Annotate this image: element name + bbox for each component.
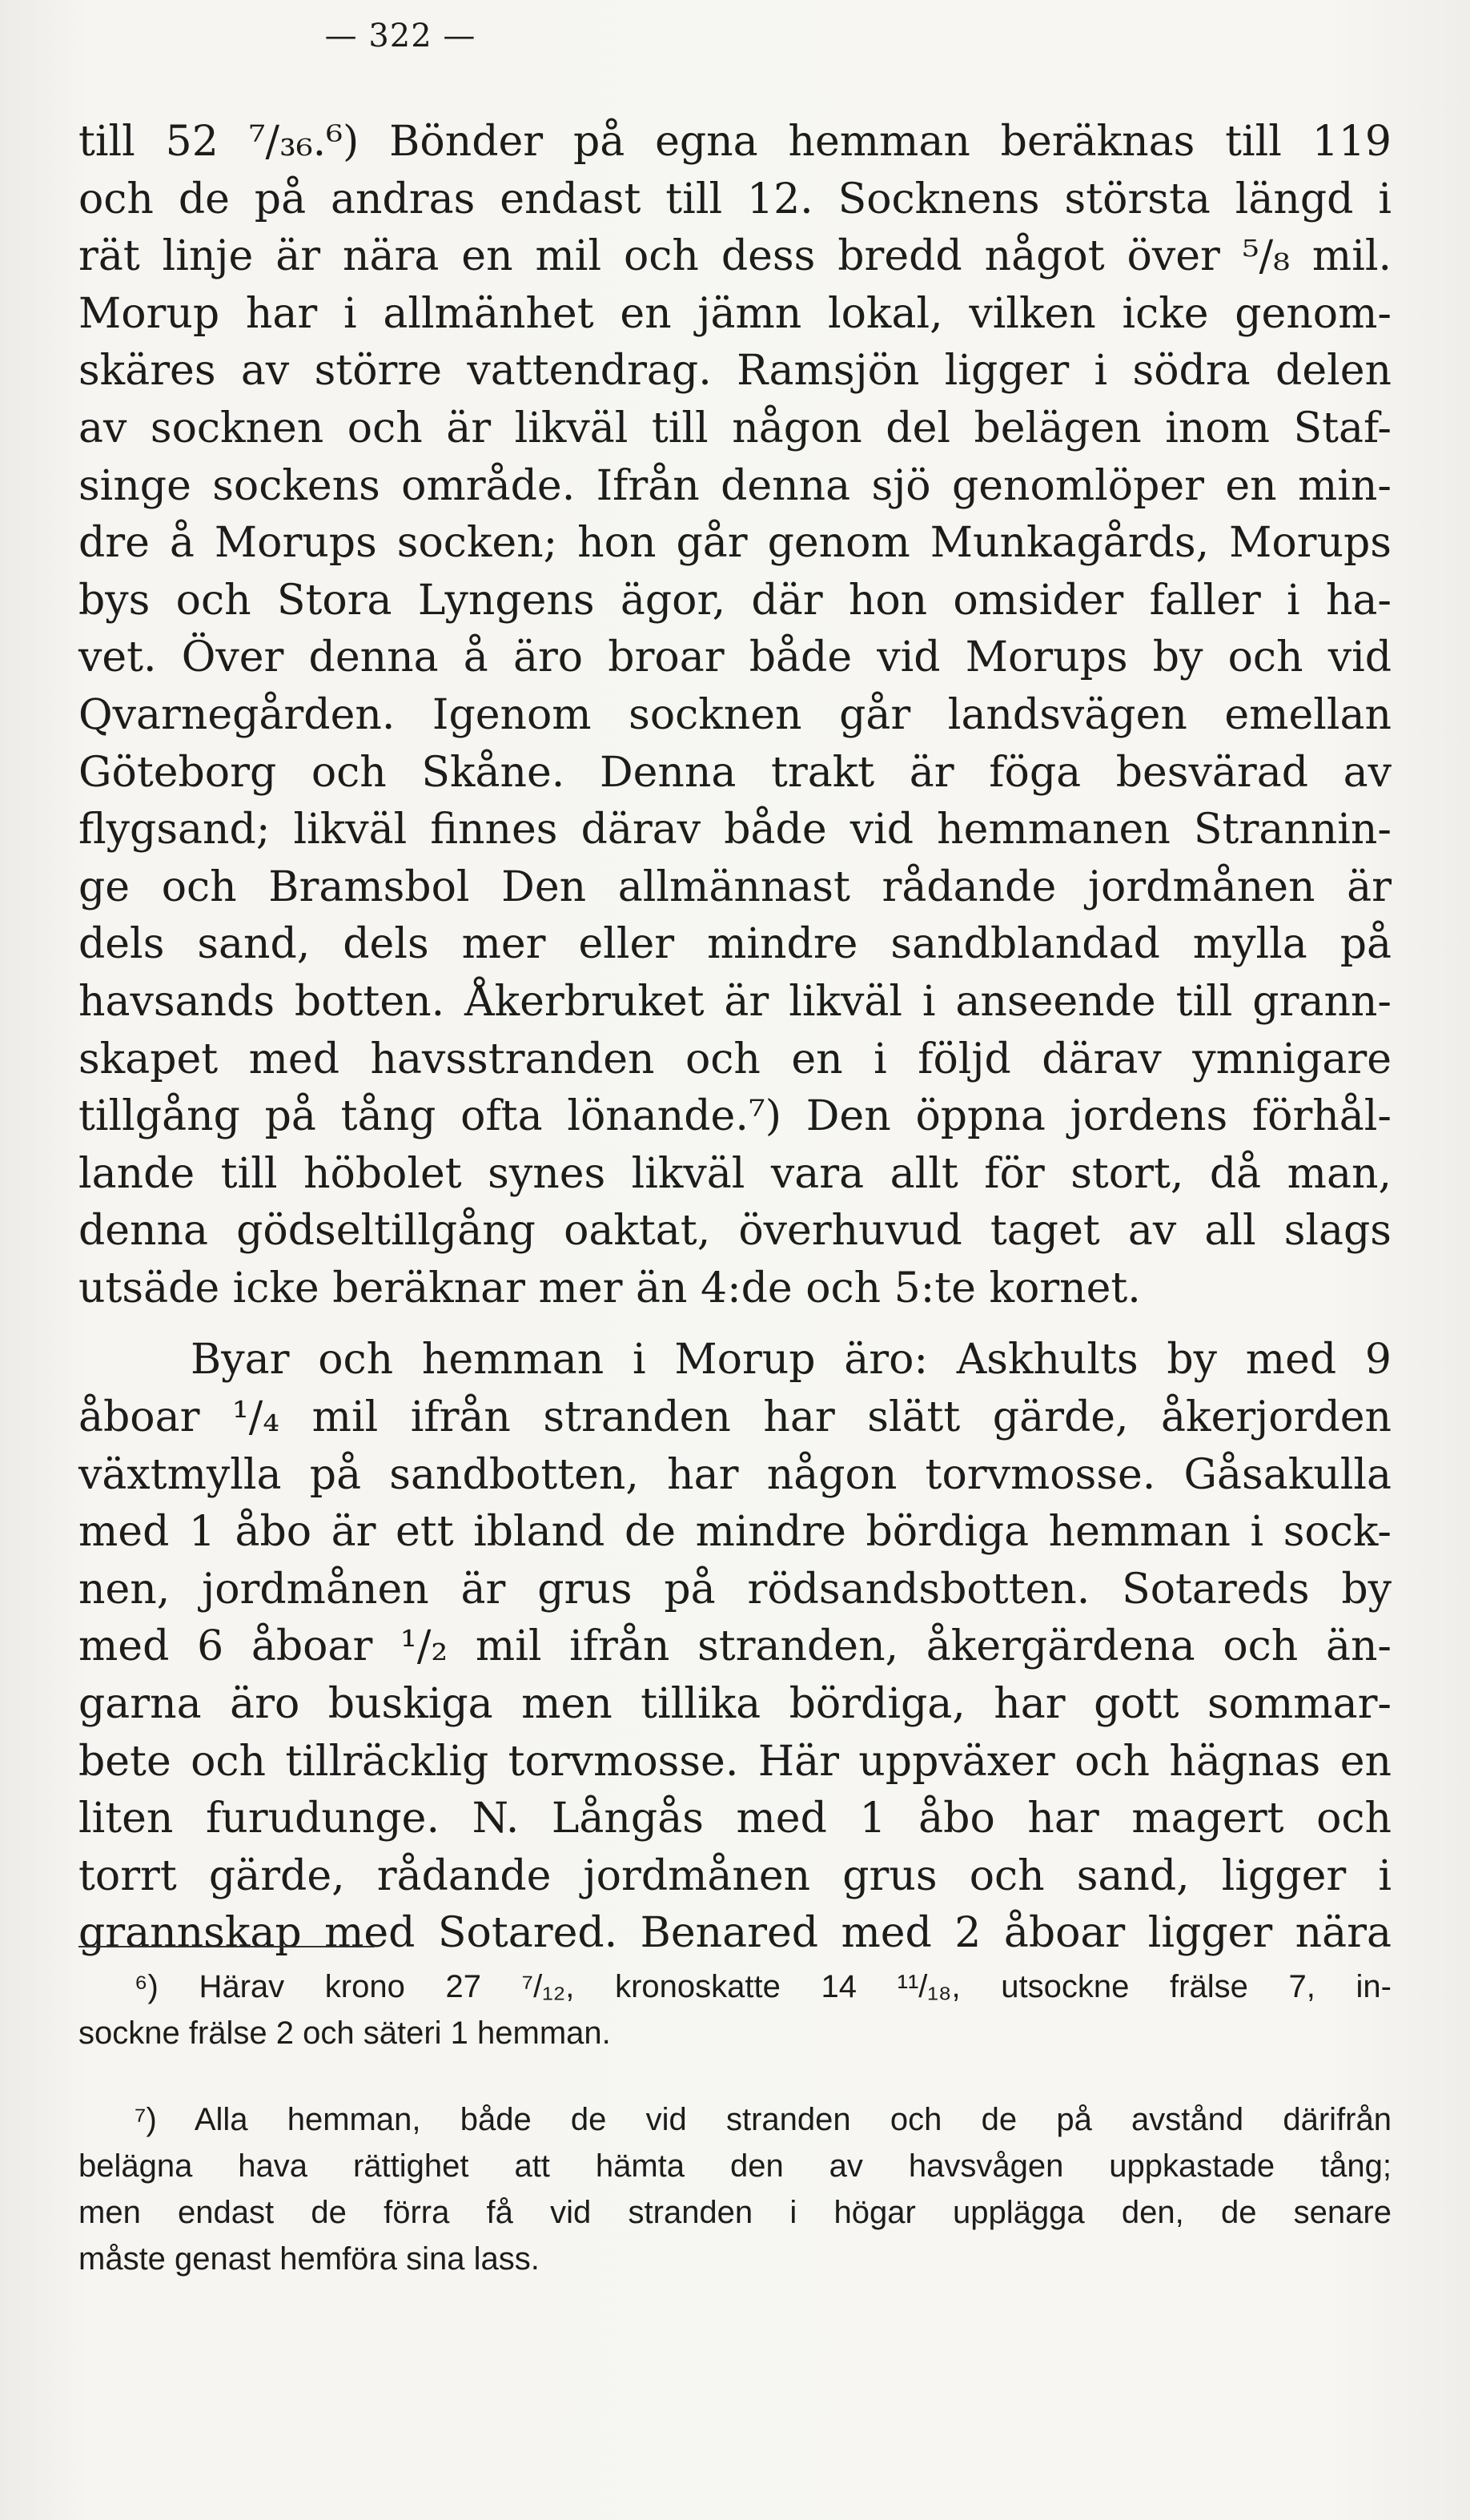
footnote-divider <box>78 1946 375 1947</box>
text-line: till 52 ⁷/₃₆.⁶) Bönder på egna hemman beräknas till 119 <box>78 118 1392 166</box>
text-line: singe sockens område. Ifrån denna sjö genomlöper en min- <box>78 461 1392 510</box>
text-line: Qvarnegården. Igenom socknen går landsvägen emellan <box>78 690 1392 739</box>
text-line: av socknen och är likväl till någon del belägen inom Staf- <box>78 404 1392 452</box>
footnotes <box>78 1963 1392 2282</box>
page-number: — 322 — <box>324 18 476 54</box>
footnote-line: sockne frälse 2 och säteri 1 hemman. <box>78 2016 611 2051</box>
body-text <box>78 114 1392 1963</box>
text-line: med 6 åboar ¹/₂ mil ifrån stranden, åkergärdena och än- <box>78 1622 1392 1671</box>
text-line: skapet med havsstranden och en i följd därav ymnigare <box>78 1035 1392 1083</box>
text-line: denna gödseltillgång oaktat, överhuvud taget av all slags <box>78 1207 1392 1256</box>
text-line: dre å Morups socken; hon går genom Munkagårds, Morups <box>78 519 1392 568</box>
text-line: Morup har i allmänhet en jämn lokal, vilken icke genom- <box>78 289 1392 338</box>
text-line: åboar ¹/₄ mil ifrån stranden har slätt gärde, åkerjorden <box>78 1393 1392 1442</box>
footnote-line: ⁶) Härav krono 27 ⁷/₁₂, kronoskatte 14 ¹¹/₁₈, utsockne frälse 7, in- <box>135 1969 1392 2004</box>
text-line: garna äro buskiga men tillika bördiga, har gott sommar- <box>78 1680 1392 1729</box>
text-line: vet. Över denna å äro broar både vid Morups by och vid <box>78 633 1392 682</box>
text-line: bete och tillräcklig torvmosse. Här uppväxer och hägnas en <box>78 1737 1392 1786</box>
text-line: tillgång på tång ofta lönande.⁷) Den öppna jordens förhål- <box>78 1092 1392 1141</box>
text-line: grannskap med Sotared. Benared med 2 åboar ligger nära <box>78 1909 1392 1958</box>
text-line: nen, jordmånen är grus på rödsandsbotten. Sotareds by <box>78 1565 1392 1614</box>
text-line: och de på andras endast till 12. Socknens största längd i <box>78 175 1392 223</box>
text-line: dels sand, dels mer eller mindre sandblandad mylla på <box>78 920 1392 969</box>
footnote-line: ⁷) Alla hemman, både de vid stranden och de på avstånd därifrån <box>135 2102 1392 2137</box>
paragraph-start-line: Byar och hemman i Morup äro: Askhults by med 9 <box>191 1336 1392 1385</box>
text-line: med 1 åbo är ett ibland de mindre bördiga hemman i sock- <box>78 1508 1392 1557</box>
text-line: ge och Bramsbol Den allmännast rådande jordmånen är <box>78 862 1392 911</box>
footnote-line: men endast de förra få vid stranden i högar upplägga den, de senare <box>78 2195 1392 2230</box>
text-line: växtmylla på sandbotten, har någon torvmosse. Gåsakulla <box>78 1450 1392 1499</box>
text-line: torrt gärde, rådande jordmånen grus och sand, ligger i <box>78 1851 1392 1900</box>
footnote-line: måste genast hemföra sina lass. <box>78 2241 540 2277</box>
footnote-line: belägna hava rättighet att hämta den av havsvågen uppkastade tång; <box>78 2148 1392 2184</box>
text-line: flygsand; likväl finnes därav både vid hemmanen Strannin- <box>78 806 1392 854</box>
text-line: lande till höbolet synes likväl vara allt för stort, då man, <box>78 1149 1392 1198</box>
text-line: skäres av större vattendrag. Ramsjön ligger i södra delen <box>78 347 1392 396</box>
text-line: Göteborg och Skåne. Denna trakt är föga besvärad av <box>78 748 1392 797</box>
text-line: bys och Stora Lyngens ägor, där hon omsider faller i ha- <box>78 576 1392 625</box>
text-line: havsands botten. Åkerbruket är likväl i anseende till grann- <box>78 977 1392 1026</box>
text-line: rät linje är nära en mil och dess bredd något över ⁵/₈ mil. <box>78 232 1392 281</box>
text-line: liten furudunge. N. Långås med 1 åbo har magert och <box>78 1795 1392 1843</box>
paragraph-end-line: utsäde icke beräknar mer än 4:de och 5:te kornet. <box>78 1264 1141 1312</box>
